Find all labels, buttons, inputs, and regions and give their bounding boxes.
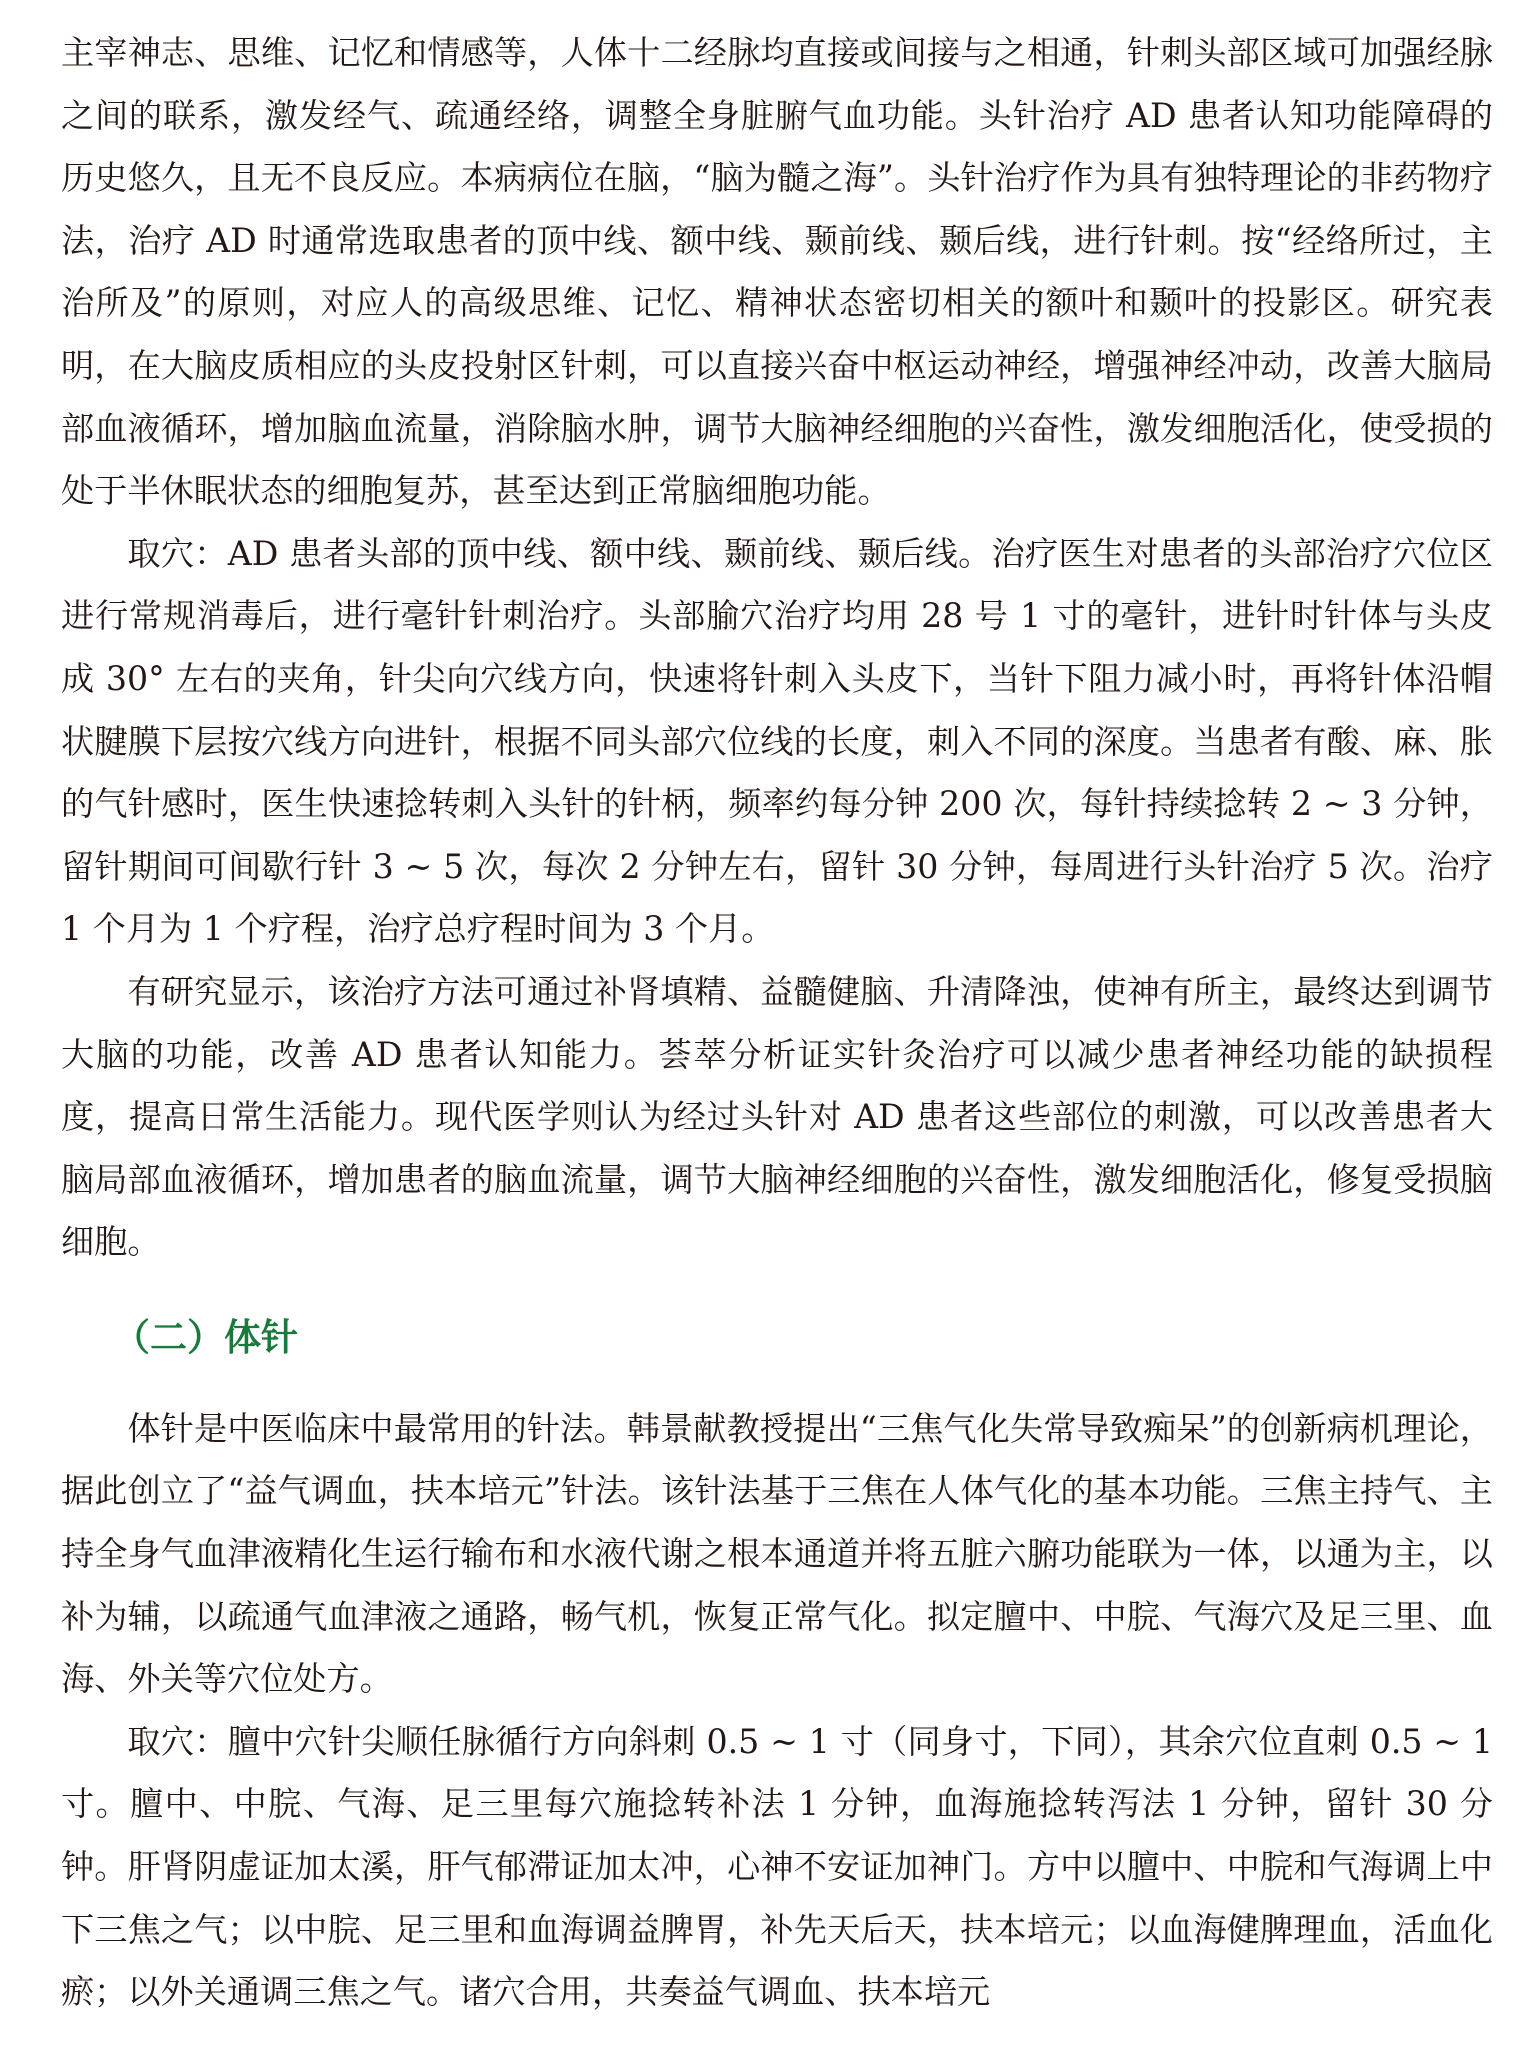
paragraph-acupoint-selection-body: 取穴：膻中穴针尖顺任脉循行方向斜刺 0.5 ~ 1 寸（同身寸，下同），其余穴位直刺 0.5 ~ 1 寸。膻中、中脘、气海、足三里每穴施捻转补法 1 分钟，血海施捻转泻法 1 分钟，留针 30 分钟。肝肾阴虚证加太溪，肝气郁滞证加太冲，心神不安证加神门。方中以膻中、中脘和气海调上中下三焦之气；以中脘、足三里和血海调益脾胃，补先天后天，扶本培元；以血海健脾理血，活血化瘀；以外关通调三焦之气。诸穴合用，共奏益气调血、扶本培元 (61, 1721, 1493, 2012)
paragraph-research-findings: 有研究显示，该治疗方法可通过补肾填精、益髓健脑、升清降浊，使神有所主，最终达到调节大脑的功能，改善 AD 患者认知能力。荟萃分析证实针灸治疗可以减少患者神经功能的缺损程度，提高日常生活能力。现代医学则认为经过头针对 AD 患者这些部位的刺激，可以改善患者大脑局部血液循环，增加患者的脑血流量，调节大脑神经细胞的兴奋性，激发细胞活化，修复受损脑细胞。 (61, 971, 1493, 1262)
paragraph-acupoint-selection-head: 取穴：AD 患者头部的顶中线、额中线、颞前线、颞后线。治疗医生对患者的头部治疗穴位区进行常规消毒后，进行毫针针刺治疗。头部腧穴治疗均用 28 号 1 寸的毫针，进针时针体与头皮成 30° 左右的夹角，针尖向穴线方向，快速将针刺入头皮下，当针下阻力减小时，再将针体沿帽状腱膜下层按穴线方向进针，根据不同头部穴位线的长度，刺入不同的深度。当患者有酸、麻、胀的气针感时，医生快速捻转刺入头针的针柄，频率约每分钟 200 次，每针持续捻转 2 ~ 3 分钟，留针期间可间歇行针 3 ~ 5 次，每次 2 分钟左右，留针 30 分钟，每周进行头针治疗 5 次。治疗 1 个月为 1 个疗程，治疗总疗程时间为 3 个月。 (61, 533, 1493, 949)
section-heading-body-acupuncture: （二）体针 (113, 1315, 298, 1359)
paragraph-continuation: 主宰神志、思维、记忆和情感等，人体十二经脉均直接或间接与之相通，针刺头部区域可加强经脉之间的联系，激发经气、疏通经络，调整全身脏腑气血功能。头针治疗 AD 患者认知功能障碍的历史悠久，且无不良反应。本病病位在脑，“脑为髓之海”。头针治疗作为具有独特理论的非药物疗法，治疗 AD 时通常选取患者的顶中线、额中线、颞前线、颞后线，进行针刺。按“经络所过，主治所及”的原则，对应人的高级思维、记忆、精神状态密切相关的额叶和颞叶的投影区。研究表明，在大脑皮质相应的头皮投射区针刺，可以直接兴奋中枢运动神经，增强神经冲动，改善大脑局部血液循环，增加脑血流量，消除脑水肿，调节大脑神经细胞的兴奋性，激发细胞活化，使受损的处于半休眠状态的细胞复苏，甚至达到正常脑细胞功能。 (61, 33, 1493, 511)
paragraph-body-acupuncture: 体针是中医临床中最常用的针法。韩景献教授提出“三焦气化失常导致痴呆”的创新病机理论，据此创立了“益气调血，扶本培元”针法。该针法基于三焦在人体气化的基本功能。三焦主持气、主持全身气血津液精化生运行输布和水液代谢之根本通道并将五脏六腑功能联为一体，以通为主，以补为辅，以疏通气血津液之通路，畅气机，恢复正常气化。拟定膻中、中脘、气海穴及足三里、血海、外关等穴位处方。 (61, 1408, 1493, 1699)
document-page (61, 22, 1493, 2024)
